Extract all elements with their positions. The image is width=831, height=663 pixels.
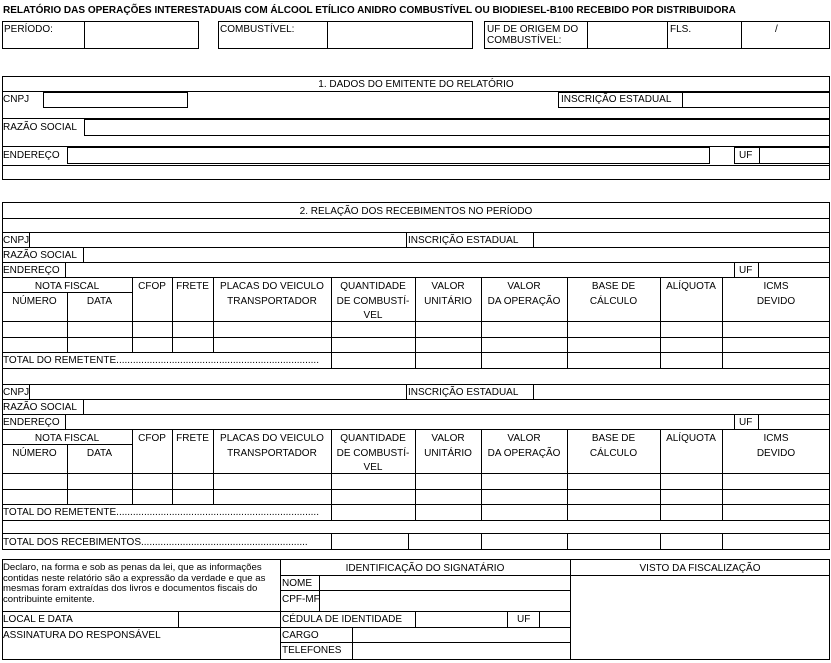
s2b-col-valor-unitario-2: UNITÁRIO: [424, 448, 472, 459]
s1-razao-label: RAZÃO SOCIAL: [3, 122, 77, 133]
s2b-uf-label: UF: [739, 417, 753, 428]
nome-label: NOME: [282, 578, 312, 589]
s2a-uf-field[interactable]: [759, 263, 829, 277]
s2b-col-icms-2: DEVIDO: [756, 448, 796, 459]
s2a-col-placas: PLACAS DO VEICULO: [220, 281, 324, 292]
s2b-col-quantidade: QUANTIDADE: [340, 433, 406, 444]
s2b-cnpj-label: CNPJ: [3, 387, 30, 398]
s2a-col-quantidade-3: VEL: [363, 310, 383, 321]
combustivel-field[interactable]: [328, 22, 472, 48]
telefones-field[interactable]: [353, 643, 569, 659]
s2a-col-quantidade: QUANTIDADE: [340, 281, 406, 292]
s1-endereco-field[interactable]: [67, 147, 710, 164]
nome-field[interactable]: [320, 576, 569, 590]
s2b-col-aliquota: ALÍQUOTA: [666, 433, 716, 444]
s2b-inscricao-field[interactable]: [534, 385, 829, 399]
fls-field[interactable]: [742, 22, 829, 48]
telefones-label: TELEFONES: [282, 645, 342, 656]
s2a-col-base-calculo: BASE DE: [591, 281, 636, 292]
s2b-col-valor-operacao: VALOR: [507, 433, 541, 444]
s2b-col-nota-fiscal: NOTA FISCAL: [34, 433, 100, 444]
s2a-inscricao-field[interactable]: [534, 233, 829, 247]
s2b-razao-field[interactable]: [84, 400, 829, 414]
periodo-label: PERÍODO:: [4, 24, 53, 35]
s2a-col-placas-2: TRANSPORTADOR: [227, 296, 317, 307]
s2b-col-data: DATA: [86, 448, 113, 459]
s2a-col-valor-unitario: VALOR: [431, 281, 465, 292]
s2b-uf-field[interactable]: [759, 415, 829, 429]
s2a-endereco-field[interactable]: [66, 263, 734, 277]
s2b-col-numero: NÚMERO: [12, 448, 57, 459]
cargo-label: CARGO: [282, 630, 319, 641]
s1-razao-field[interactable]: [84, 119, 830, 136]
s2a-col-base-calculo-2: CÁLCULO: [589, 296, 638, 307]
s2a-col-nota-fiscal: NOTA FISCAL: [34, 281, 100, 292]
s2a-razao-label: RAZÃO SOCIAL: [3, 250, 77, 261]
s2a-col-numero: NÚMERO: [12, 296, 57, 307]
fls-separator: /: [775, 24, 778, 35]
uf-origem-field[interactable]: [588, 22, 667, 48]
s2a-total-remetente-label: TOTAL DO REMETENTE.........................................................................: [3, 355, 319, 366]
s2a-inscricao-label: INSCRIÇÃO ESTADUAL: [408, 235, 519, 246]
s1-endereco-label: ENDEREÇO: [3, 150, 60, 161]
cedula-uf-label: UF: [517, 614, 531, 625]
s2b-endereco-field[interactable]: [66, 415, 734, 429]
s1-inscricao-field[interactable]: [682, 92, 830, 108]
s2a-table-row[interactable]: [3, 338, 829, 352]
s1-inscricao-label: INSCRIÇÃO ESTADUAL: [561, 94, 672, 105]
cedula-uf-field[interactable]: [540, 612, 569, 627]
s2b-table-row[interactable]: [3, 474, 829, 489]
s2a-table-row[interactable]: [3, 322, 829, 337]
s2a-col-quantidade-2: DE COMBUSTÍ-: [336, 296, 410, 307]
identificacao-title: IDENTIFICAÇÃO DO SIGNATÁRIO: [345, 563, 505, 574]
s1-cnpj-field[interactable]: [43, 92, 188, 108]
s2b-col-quantidade-3: VEL: [363, 462, 383, 473]
s1-cnpj-label: CNPJ: [3, 94, 30, 105]
s2b-razao-label: RAZÃO SOCIAL: [3, 402, 77, 413]
s2b-col-base-calculo-2: CÁLCULO: [589, 448, 638, 459]
visto-title: VISTO DA FISCALIZAÇÃO: [639, 563, 761, 574]
s2a-cnpj-label: CNPJ: [3, 235, 30, 246]
assinatura-label: ASSINATURA DO RESPONSÁVEL: [3, 630, 161, 641]
s2b-col-cfop: CFOP: [138, 433, 166, 444]
cargo-field[interactable]: [353, 628, 569, 642]
uf-origem-label-2: COMBUSTÍVEL:: [487, 35, 562, 46]
s2b-inscricao-label: INSCRIÇÃO ESTADUAL: [408, 387, 519, 398]
s2a-cnpj-field[interactable]: [30, 233, 406, 247]
cpf-label: CPF-MF: [282, 594, 320, 605]
s2a-col-aliquota: ALÍQUOTA: [666, 281, 716, 292]
cedula-label: CÉDULA DE IDENTIDADE: [282, 614, 403, 625]
cedula-field[interactable]: [416, 612, 507, 627]
s2b-col-base-calculo: BASE DE: [591, 433, 636, 444]
periodo-field[interactable]: [85, 22, 198, 48]
s2b-col-placas: PLACAS DO VEICULO: [220, 433, 324, 444]
report-title: RELATÓRIO DAS OPERAÇÕES INTERESTADUAIS COM ÁLCOOL ETÍLICO ANIDRO COMBUSTÍVEL OU BIODIESEL-B100 RECEBIDO POR DISTRIBUIDORA: [3, 5, 736, 16]
local-data-label: LOCAL E DATA: [3, 614, 73, 625]
total-recebimentos-label: TOTAL DOS RECEBIMENTOS............................................................: [3, 537, 308, 548]
s1-uf-label: UF: [739, 150, 753, 161]
fls-label: FLS.: [670, 24, 692, 35]
declaracao-text: Declaro, na forma e sob as penas da lei, que as informações contidas neste relatório são a expressão da verdade e que as mesmas foram extraídas dos livros e documentos fiscais do contribuinte emitente.: [3, 562, 266, 605]
s1-uf-field[interactable]: [759, 147, 830, 164]
s2b-table-row[interactable]: [3, 490, 829, 504]
s2a-col-frete: FRETE: [176, 281, 209, 292]
uf-origem-label: UF DE ORIGEM DO: [487, 24, 579, 35]
s2a-col-icms-2: DEVIDO: [756, 296, 796, 307]
s2a-endereco-label: ENDEREÇO: [3, 265, 60, 276]
s2b-col-valor-unitario: VALOR: [431, 433, 465, 444]
s2a-uf-label: UF: [739, 265, 753, 276]
s2b-col-placas-2: TRANSPORTADOR: [227, 448, 317, 459]
s2a-col-valor-operacao: VALOR: [507, 281, 541, 292]
s2b-total-remetente-label: TOTAL DO REMETENTE.........................................................................: [3, 507, 319, 518]
section1-title: 1. DADOS DO EMITENTE DO RELATÓRIO: [318, 79, 514, 90]
assinatura-field[interactable]: [3, 642, 279, 659]
s2b-col-valor-operacao-2: DA OPERAÇÃO: [487, 448, 561, 459]
s2b-cnpj-field[interactable]: [30, 385, 406, 399]
section2-title: 2. RELAÇÃO DOS RECEBIMENTOS NO PERÍODO: [299, 206, 533, 217]
s2a-col-cfop: CFOP: [138, 281, 166, 292]
s2b-col-icms: ICMS: [763, 433, 789, 444]
s2a-razao-field[interactable]: [84, 248, 829, 262]
combustivel-label: COMBUSTÍVEL:: [220, 24, 295, 35]
s2b-col-quantidade-2: DE COMBUSTÍ-: [336, 448, 410, 459]
cpf-field[interactable]: [320, 591, 569, 611]
s2b-col-frete: FRETE: [176, 433, 209, 444]
local-data-field[interactable]: [179, 612, 279, 627]
s2a-col-icms: ICMS: [763, 281, 789, 292]
s2a-col-valor-unitario-2: UNITÁRIO: [424, 296, 472, 307]
visto-field[interactable]: [571, 576, 829, 659]
s2a-col-valor-operacao-2: DA OPERAÇÃO: [487, 296, 561, 307]
s2a-col-data: DATA: [86, 296, 113, 307]
s2b-endereco-label: ENDEREÇO: [3, 417, 60, 428]
